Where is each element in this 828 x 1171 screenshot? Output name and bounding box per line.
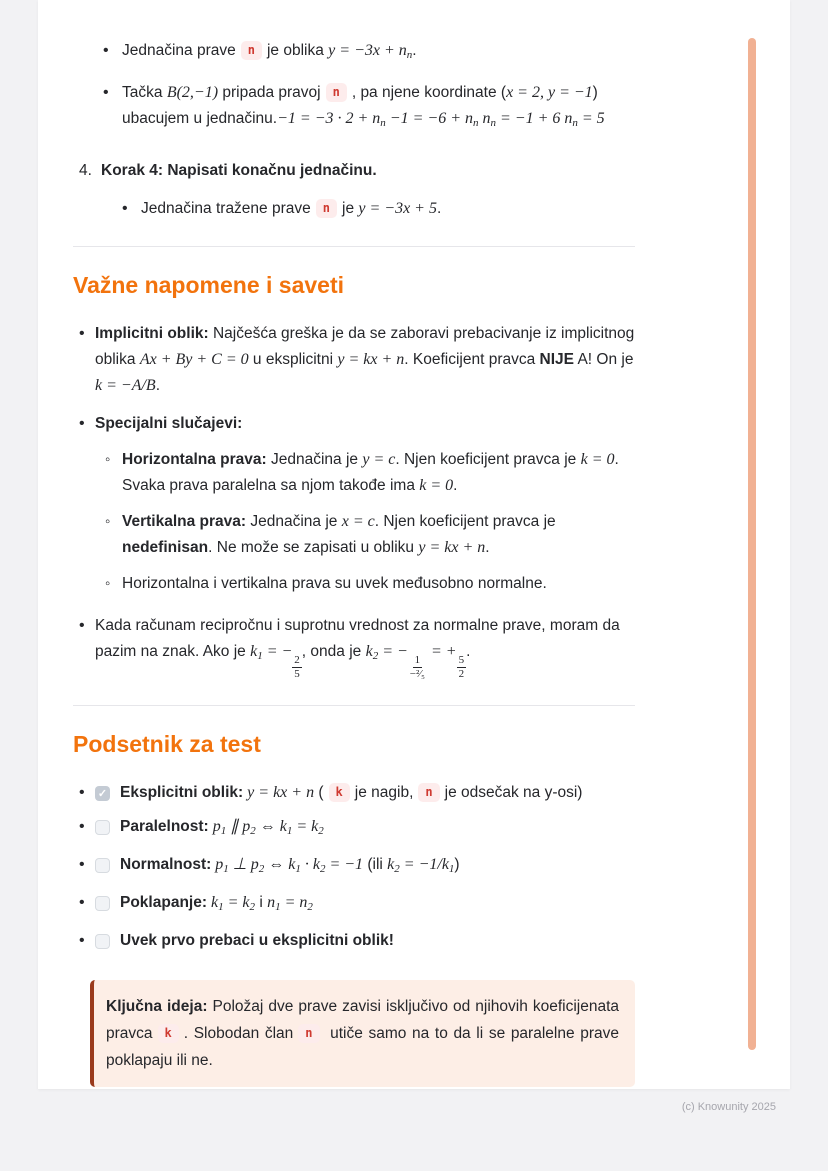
bold-run: Specijalni slučajevi: <box>95 415 243 432</box>
text-run: . Svaka prava paralelna sa njom takođe ima <box>122 451 619 494</box>
math-run: $p_1$ <box>212 818 227 838</box>
math-run: $k_2$ <box>242 894 256 914</box>
math-run: y = −3x + 5 <box>358 200 437 217</box>
math-run: $n_n$ <box>564 110 578 129</box>
list-item <box>103 80 635 136</box>
circle-bullet-icon <box>105 447 122 473</box>
subscript: 1 <box>223 863 229 876</box>
text-run: . Ne može se zapisati u obliku <box>208 539 419 556</box>
math-run: ⇔ <box>255 818 280 836</box>
text-run: Najčešća greška je da se zaboravi prebacivanje iz implicitnog oblika <box>95 325 635 368</box>
bullet-icon <box>122 196 141 222</box>
step-title: Korak 4: Napisati konačnu jednačinu. <box>101 162 377 179</box>
fraction-denominator: −²⁄₅ <box>409 668 425 681</box>
math-run: y = kx + n <box>337 351 405 368</box>
math-run: = + <box>426 643 457 660</box>
list-item-text <box>141 196 635 222</box>
bullet-icon <box>103 38 122 64</box>
subscript: 2 <box>372 650 379 662</box>
text-run: ) <box>454 856 460 874</box>
math-run: y = c <box>362 451 396 468</box>
math-run: $k_1$ <box>288 856 301 876</box>
text-run: Jednačina prave <box>122 42 236 59</box>
math-run: $k_1$ <box>279 818 293 838</box>
subscript: 1 <box>218 901 224 914</box>
copyright-text: (c) Knowunity 2025 <box>681 1101 776 1113</box>
math-run: k = 0 <box>419 477 454 494</box>
checklist-item-text <box>120 780 635 806</box>
bullet-icon <box>79 814 95 840</box>
text-run: . <box>466 643 471 660</box>
checklist-item-text <box>120 928 635 954</box>
inline-code-badge: n <box>418 783 439 802</box>
subscript: 1 <box>275 901 281 914</box>
text-run: Tačka <box>122 84 167 101</box>
list-item-text <box>122 447 635 499</box>
checklist-item-text <box>120 852 635 882</box>
sub-list-item <box>105 509 635 561</box>
section-heading-notes: Važne napomene i saveti <box>73 272 345 298</box>
text-run: ) ubacujem u jednačinu. <box>122 84 598 127</box>
text-run: Jednačina tražene prave <box>141 200 311 217</box>
text-run: . Slobodan član <box>183 1025 294 1043</box>
math-run: y = kx + n <box>243 784 315 802</box>
subscript: n <box>380 117 386 129</box>
text-run: A! On je <box>574 351 634 368</box>
math-run: $n_1$ <box>267 894 281 914</box>
math-run: x = c <box>341 513 375 530</box>
list-item <box>103 38 635 68</box>
bullet-icon <box>79 780 95 806</box>
text-run: . <box>155 377 160 394</box>
math-run: Ax + By + C = 0 <box>139 351 249 368</box>
subscript: 2 <box>394 863 400 876</box>
bullet-icon <box>79 852 95 878</box>
bullet-icon <box>79 613 95 639</box>
fraction <box>408 654 427 681</box>
math-run: y = kx + n <box>418 539 486 556</box>
text-run: . <box>453 477 458 494</box>
bullet-icon <box>79 321 95 347</box>
text-run: ( <box>314 784 324 802</box>
circle-bullet-icon <box>105 509 122 535</box>
math-run: ⇔ <box>264 856 289 874</box>
bold-run: Normalnost: <box>120 856 212 874</box>
subscript: 1 <box>220 825 227 838</box>
math-run: · <box>300 856 313 874</box>
list-item-text <box>122 509 635 561</box>
text-run: . <box>436 200 442 217</box>
math-run: y = −3x + <box>328 42 399 59</box>
checkbox[interactable] <box>95 820 110 835</box>
fraction <box>292 654 302 681</box>
list-item <box>79 613 635 681</box>
math-run: $n_n$ <box>482 110 496 129</box>
list-item-text <box>122 571 635 597</box>
checkbox[interactable] <box>95 896 110 911</box>
text-run: Kada računam recipročnu i suprotnu vrednost za normalne prave, moram da pazim na znak. Ako je <box>95 617 620 660</box>
inline-code-badge: n <box>298 1024 319 1043</box>
callout-text <box>106 993 619 1074</box>
text-run: . Koeficijent pravca <box>404 351 540 368</box>
checklist-item <box>79 852 635 882</box>
fraction-denominator: 5 <box>294 668 300 681</box>
bullet-icon <box>79 890 95 916</box>
checklist-item-text <box>120 814 635 844</box>
math-run: = − <box>378 643 408 660</box>
inline-code-badge: n <box>316 199 337 218</box>
bold-run: Ključna ideja: <box>106 998 208 1016</box>
circle-bullet-icon <box>105 571 122 597</box>
subscript: 2 <box>258 863 265 876</box>
inline-code-badge: n <box>326 83 347 102</box>
bold-run: NIJE <box>539 351 574 368</box>
subscript: n <box>490 117 496 129</box>
fraction-numerator: 2 <box>292 654 302 668</box>
text-run: . <box>412 42 417 59</box>
section-heading-reminder: Podsetnik za test <box>73 731 261 758</box>
subscript: 2 <box>319 863 326 876</box>
bold-run: Poklapanje: <box>120 894 207 912</box>
subscript: 2 <box>249 901 256 914</box>
math-run: B(2,−1) <box>166 84 219 101</box>
checklist-item <box>79 928 635 954</box>
text-run: je nagib, <box>354 784 414 802</box>
bold-run: Implicitni oblik: <box>95 325 209 342</box>
math-run: = <box>292 818 312 836</box>
subscript: n <box>472 117 479 129</box>
list-item <box>79 411 635 437</box>
checkbox[interactable] <box>95 786 110 801</box>
inline-code-badge: k <box>329 783 350 802</box>
step-number: 4. <box>79 162 92 179</box>
math-run: $n_n$ <box>372 110 386 129</box>
document-content <box>38 0 635 1087</box>
subscript: n <box>572 117 578 129</box>
math-run: k = −A/B <box>95 377 156 394</box>
text-run: (ili <box>363 856 388 874</box>
section-divider <box>73 246 635 247</box>
checklist-item <box>79 780 635 806</box>
math-run: ⊥ <box>228 856 251 874</box>
key-idea-callout <box>90 980 635 1087</box>
checklist-item-text <box>120 890 635 920</box>
text-run: , pa njene koordinate ( <box>351 84 507 101</box>
numbered-step <box>79 158 635 184</box>
math-run: = <box>223 894 243 912</box>
text-run: je oblika <box>266 42 329 59</box>
sub-list-item <box>105 447 635 499</box>
math-run: $p_1$ <box>215 856 229 876</box>
fraction-numerator: 1 <box>413 654 423 668</box>
text-run: i <box>255 894 268 912</box>
bullet-icon <box>79 411 95 437</box>
inline-code-badge: k <box>158 1024 179 1043</box>
math-run: x = 2, y = −1 <box>506 84 593 101</box>
bold-run: Eksplicitni oblik: <box>120 784 244 802</box>
subscript: 2 <box>250 825 256 838</box>
checkbox[interactable] <box>95 858 110 873</box>
text-run: . Njen koeficijent pravca je <box>374 513 556 530</box>
text-run: u eksplicitni <box>248 351 338 368</box>
math-run: $n_n$ <box>398 42 413 61</box>
text-run: . <box>485 539 490 556</box>
sub-list-item <box>105 571 635 597</box>
inline-code-badge: n <box>241 41 262 60</box>
text-run: . Njen koeficijent pravca je <box>395 451 581 468</box>
checklist-item <box>79 814 635 844</box>
math-run: $k_1$ <box>250 643 263 662</box>
section-divider <box>73 705 635 706</box>
math-run: $p_2$ <box>242 818 256 838</box>
list-item-text <box>95 321 635 399</box>
math-run: = −1/ <box>399 856 442 874</box>
bold-run: nedefinisan <box>122 539 209 556</box>
math-run: $k_2$ <box>365 643 379 662</box>
subscript: n <box>406 49 413 61</box>
subscript: 2 <box>307 901 313 914</box>
list-item-text <box>122 80 635 136</box>
bullet-icon <box>103 80 122 106</box>
bullet-icon <box>79 928 95 954</box>
list-item <box>79 321 635 399</box>
math-run: = <box>280 894 300 912</box>
subscript: 2 <box>318 825 324 838</box>
math-run: $k_2$ <box>312 856 326 876</box>
checkbox[interactable] <box>95 934 110 949</box>
text-run: Jednačina je <box>266 451 363 468</box>
math-run: = −1 + 6 <box>495 110 565 127</box>
math-run: −1 = −3 · 2 + <box>277 110 373 127</box>
math-run: $n_2$ <box>299 894 313 914</box>
text-run: je <box>342 200 359 217</box>
bold-run: Paralelnost: <box>120 818 209 836</box>
math-run: = 5 <box>577 110 605 127</box>
math-run: $k_2$ <box>311 818 324 838</box>
bold-run: Uvek prvo prebaci u eksplicitni oblik! <box>120 932 394 950</box>
math-run: ∥ <box>226 818 243 836</box>
checklist-item <box>79 890 635 920</box>
list-item <box>122 196 635 222</box>
math-run: $k_1$ <box>441 856 455 876</box>
text-run: Položaj dve prave zavisi isključivo od njihovih koeficijenata pravca <box>106 998 620 1043</box>
document-card <box>38 0 790 1089</box>
text-run: Jednačina je <box>246 513 342 530</box>
list-item-text <box>95 613 635 681</box>
text-run: , onda je <box>301 643 366 660</box>
text-run: pripada pravoj <box>218 84 321 101</box>
math-run: = − <box>262 643 293 660</box>
subscript: 1 <box>257 650 263 662</box>
text-run: Horizontalna i vertikalna prava su uvek međusobno normalne. <box>122 575 547 592</box>
math-run: −1 = −6 + <box>385 110 465 127</box>
subscript: 1 <box>295 863 301 876</box>
decorative-edge-stripe <box>748 38 756 1050</box>
math-run: = −1 <box>325 856 364 874</box>
math-run: $k_2$ <box>387 856 400 876</box>
math-run: $p_2$ <box>250 856 265 876</box>
list-item-text <box>122 38 635 68</box>
math-run: k = 0 <box>580 451 615 468</box>
math-run: $n_n$ <box>464 110 479 129</box>
fraction-numerator: 5 <box>457 654 467 668</box>
text-run: je odsečak na y-osi) <box>444 784 583 802</box>
subscript: 1 <box>448 863 455 876</box>
list-item-text <box>95 411 635 437</box>
text-run: utiče samo na to da li se paralelne prave poklapaju ili ne. <box>106 1025 619 1070</box>
bold-run: Horizontalna prava: <box>122 451 267 468</box>
fraction-denominator: 2 <box>458 668 465 681</box>
bold-run: Vertikalna prava: <box>122 513 247 530</box>
math-run: $k_1$ <box>211 894 224 914</box>
fraction <box>457 654 467 681</box>
subscript: 1 <box>286 825 293 838</box>
